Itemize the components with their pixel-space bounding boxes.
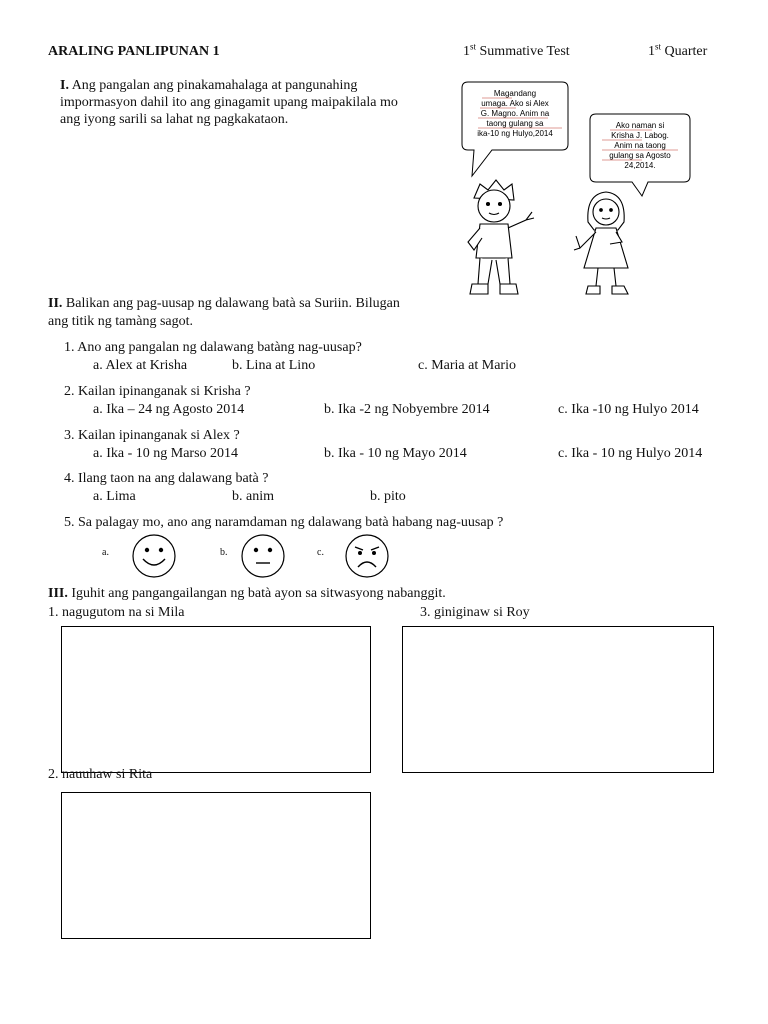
test-type: 1st Summative Test (463, 41, 570, 59)
question-3: 3. Kailan ipinanganak si Alex ? (64, 428, 240, 443)
question-1-choice-c[interactable]: c. Maria at Mario (418, 358, 516, 373)
question-4-choice-a[interactable]: a. Lima (93, 489, 136, 504)
boy-bubble-line: umaga. Ako si Alex (481, 99, 549, 108)
drawing-box-1[interactable] (61, 626, 371, 773)
part1-line2: impormasyon dahil ito ang ginagamit upang maipakilala mo (60, 95, 398, 110)
girl-figure (574, 192, 628, 294)
neutral-face-icon[interactable] (240, 533, 286, 579)
part1-line1: I. Ang pangalan ang pinakamahalaga at pangunahing (60, 78, 358, 93)
question-3-choice-a[interactable]: a. Ika - 10 ng Marso 2014 (93, 446, 239, 461)
question-5: 5. Sa palagay mo, ano ang naramdaman ng dalawang batà habang nag-uusap ? (64, 515, 504, 530)
boy-speech-bubble (462, 82, 568, 176)
question-2: 2. Kailan ipinanganak si Krisha ? (64, 384, 251, 399)
drawing-item-3: 3. giniginaw si Roy (420, 605, 530, 620)
question-2-choice-b[interactable]: b. Ika -2 ng Nobyembre 2014 (324, 402, 490, 417)
drawing-item-2: 2. nauuhaw si Rita (48, 767, 153, 782)
drawing-box-3[interactable] (402, 626, 714, 773)
part2-line2: ang titik ng tamàng sagot. (48, 314, 194, 329)
drawing-box-2[interactable] (61, 792, 371, 939)
boy-figure (468, 180, 534, 294)
question-5-choice-a-label[interactable]: a. (102, 547, 109, 558)
question-4-choice-c[interactable]: b. pito (370, 489, 406, 504)
part1-line3: ang iyong sarili sa lahat ng pagkakataon. (60, 112, 289, 127)
girl-bubble-line: Anim na taong (614, 141, 666, 150)
quarter-label: 1st Quarter (648, 41, 708, 59)
girl-bubble-line: 24,2014. (624, 161, 656, 170)
conversation-illustration (452, 72, 702, 312)
question-2-choice-c[interactable]: c. Ika -10 ng Hulyo 2014 (558, 402, 699, 417)
part3-instruction: III. Iguhit ang pangangailangan ng batà ayon sa sitwasyong nabanggit. (48, 586, 446, 601)
boy-bubble-line: taong gulang sa (486, 119, 544, 128)
boy-bubble-line: ika-10 ng Hulyo,2014 (477, 129, 553, 138)
question-5-choice-c-label[interactable]: c. (317, 547, 324, 558)
girl-bubble-line: Ako naman si (615, 121, 665, 130)
question-5-choice-b-label[interactable]: b. (220, 547, 228, 558)
question-1-choice-a[interactable]: a. Alex at Krisha (93, 358, 188, 373)
girl-speech-bubble (590, 114, 690, 196)
sad-face-icon[interactable] (344, 533, 390, 579)
question-4: 4. Ilang taon na ang dalawang batà ? (64, 471, 269, 486)
question-3-choice-c[interactable]: c. Ika - 10 ng Hulyo 2014 (558, 446, 703, 461)
girl-bubble-line: Krisha J. Labog. (611, 131, 669, 140)
question-4-choice-b[interactable]: b. anim (232, 489, 274, 504)
boy-bubble-line: Magandang (493, 89, 537, 98)
boy-bubble-line: G. Magno. Anim na (480, 109, 550, 118)
question-1-choice-b[interactable]: b. Lina at Lino (232, 358, 316, 373)
subject-title: ARALING PANLIPUNAN 1 (48, 44, 220, 59)
question-1: 1. Ano ang pangalan ng dalawang batàng nag-uusap? (64, 340, 362, 355)
drawing-item-1: 1. nagugutom na si Mila (48, 605, 185, 620)
happy-face-icon[interactable] (131, 533, 177, 579)
question-3-choice-b[interactable]: b. Ika - 10 ng Mayo 2014 (324, 446, 467, 461)
part2-line1: II. Balikan ang pag-uusap ng dalawang batà sa Suriin. Bilugan (48, 296, 400, 311)
girl-bubble-line: gulang sa Agosto (609, 151, 671, 160)
question-2-choice-a[interactable]: a. Ika – 24 ng Agosto 2014 (93, 402, 245, 417)
